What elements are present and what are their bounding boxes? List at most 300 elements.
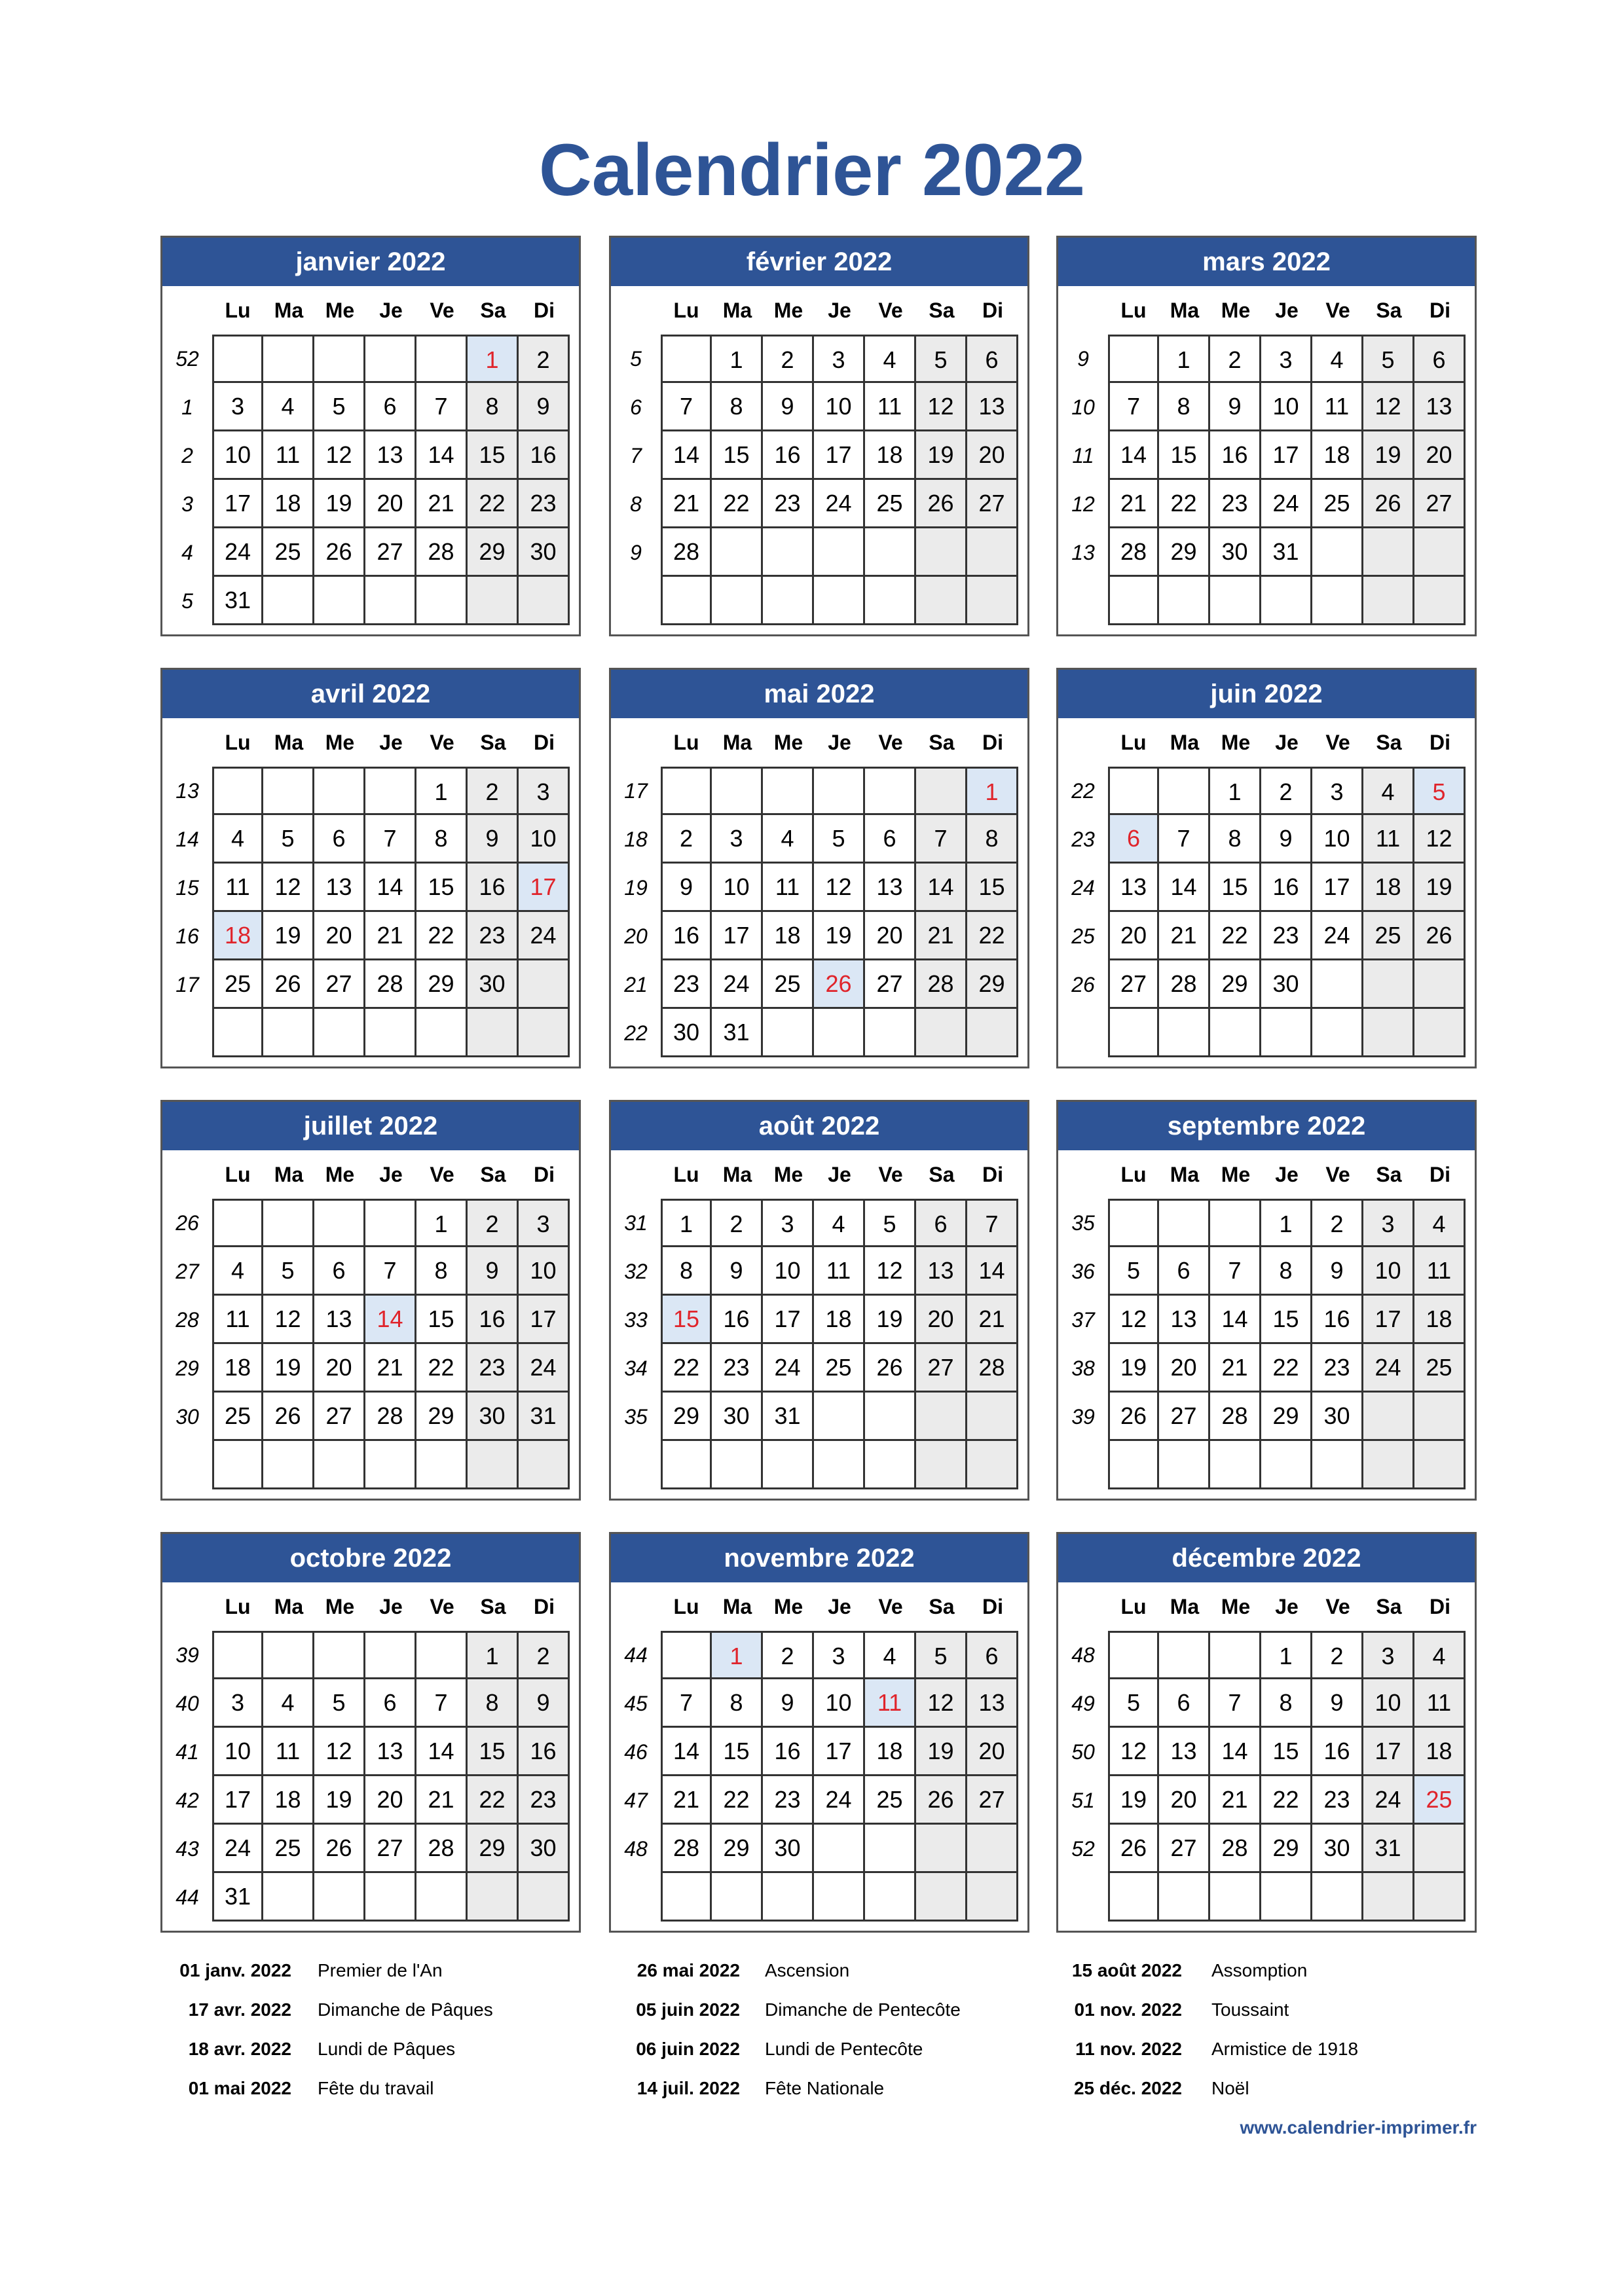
day-cell: 13	[967, 383, 1018, 431]
day-cell: 7	[916, 815, 967, 864]
weekday-label: Ma	[274, 731, 304, 754]
day-cell: 4	[212, 815, 263, 864]
day-cell: 22	[1261, 1344, 1312, 1393]
empty-day-cell	[468, 1873, 519, 1922]
day-cell: 11	[1414, 1679, 1466, 1728]
week-number: 9	[1077, 347, 1089, 371]
day-cell: 25	[263, 528, 314, 577]
day-cell: 11	[1312, 383, 1363, 431]
day-cell: 29	[1261, 1825, 1312, 1873]
day-cell: 10	[814, 1679, 865, 1728]
week-number	[611, 577, 661, 625]
week-number: 32	[624, 1260, 648, 1283]
day-cell: 25	[865, 1776, 916, 1825]
empty-day-cell	[865, 577, 916, 625]
empty-day-cell	[1210, 1631, 1261, 1679]
day-cell: 1	[967, 767, 1018, 815]
day-cell: 15	[468, 431, 519, 480]
day-cell: 7	[661, 383, 712, 431]
day-cell: 10	[1363, 1247, 1414, 1296]
day-cell: 23	[1261, 912, 1312, 960]
day-cell: 5	[916, 1631, 967, 1679]
day-cell: 2	[468, 767, 519, 815]
week-number: 38	[1071, 1357, 1095, 1380]
day-cell: 19	[263, 1344, 314, 1393]
empty-day-cell	[661, 335, 712, 383]
day-cell: 3	[1363, 1199, 1414, 1247]
week-number: 19	[624, 876, 648, 900]
weekday-label: Sa	[480, 1163, 506, 1186]
week-number: 29	[175, 1357, 199, 1380]
empty-day-cell	[365, 1631, 416, 1679]
day-cell: 13	[365, 431, 416, 480]
week-number: 7	[630, 444, 642, 467]
empty-day-cell	[1159, 1009, 1210, 1057]
weekday-label: Je	[379, 1595, 403, 1618]
day-cell: 21	[1210, 1344, 1261, 1393]
day-cell: 27	[967, 1776, 1018, 1825]
week-number	[611, 1441, 661, 1489]
empty-day-cell	[967, 1873, 1018, 1922]
month-title: décembre 2022	[1058, 1534, 1475, 1582]
day-cell: 9	[519, 1679, 570, 1728]
day-cell: 14	[1108, 431, 1159, 480]
month-title: juillet 2022	[162, 1102, 579, 1150]
day-cell: 19	[916, 431, 967, 480]
empty-day-cell	[1312, 1441, 1363, 1489]
empty-day-cell	[1108, 577, 1159, 625]
month-2	[1056, 236, 1477, 636]
day-cell: 1	[712, 335, 763, 383]
month-4	[609, 668, 1029, 1068]
day-cell: 18	[1414, 1728, 1466, 1776]
day-cell: 18	[865, 431, 916, 480]
weekday-label: Sa	[929, 1595, 955, 1618]
day-cell: 21	[416, 480, 468, 528]
day-cell: 26	[814, 960, 865, 1009]
day-cell: 19	[814, 912, 865, 960]
week-number: 31	[624, 1211, 648, 1235]
week-number: 50	[1071, 1740, 1095, 1764]
empty-day-cell	[916, 1393, 967, 1441]
empty-day-cell	[1108, 1009, 1159, 1057]
weekday-label: Je	[828, 1163, 851, 1186]
day-cell: 30	[661, 1009, 712, 1057]
day-cell: 27	[365, 1825, 416, 1873]
holiday-name: Lundi de Pentecôte	[765, 2039, 923, 2059]
week-number: 35	[624, 1405, 648, 1429]
day-cell: 17	[814, 1728, 865, 1776]
day-cell: 5	[1108, 1679, 1159, 1728]
day-cell: 18	[212, 912, 263, 960]
weekday-label: Ve	[1325, 1595, 1350, 1618]
holiday-name: Toussaint	[1211, 1999, 1289, 2020]
day-cell: 18	[263, 480, 314, 528]
day-cell: 19	[916, 1728, 967, 1776]
day-cell: 16	[763, 1728, 814, 1776]
day-cell: 12	[314, 1728, 365, 1776]
empty-day-cell	[1414, 960, 1466, 1009]
weekday-label: Di	[534, 1163, 555, 1186]
week-number: 17	[624, 779, 648, 803]
day-cell: 3	[814, 335, 865, 383]
weekday-label: Sa	[480, 299, 506, 322]
day-cell: 22	[416, 1344, 468, 1393]
week-number: 33	[624, 1308, 648, 1332]
weekday-label: Sa	[480, 1595, 506, 1618]
day-cell: 22	[712, 1776, 763, 1825]
empty-day-cell	[519, 1873, 570, 1922]
empty-day-cell	[212, 1009, 263, 1057]
day-cell: 22	[712, 480, 763, 528]
day-cell: 12	[814, 864, 865, 912]
empty-day-cell	[1159, 1199, 1210, 1247]
day-cell: 6	[967, 1631, 1018, 1679]
empty-day-cell	[1108, 767, 1159, 815]
weekday-label: Me	[1221, 731, 1251, 754]
day-cell: 24	[1363, 1776, 1414, 1825]
day-cell: 14	[416, 431, 468, 480]
week-number: 39	[1071, 1405, 1095, 1429]
weekday-label: Lu	[1120, 299, 1147, 322]
week-number: 20	[624, 924, 648, 948]
day-cell: 4	[1363, 767, 1414, 815]
empty-day-cell	[814, 577, 865, 625]
day-cell: 8	[967, 815, 1018, 864]
day-cell: 2	[519, 1631, 570, 1679]
day-cell: 28	[1159, 960, 1210, 1009]
week-number: 30	[175, 1405, 199, 1429]
empty-day-cell	[365, 767, 416, 815]
day-cell: 24	[763, 1344, 814, 1393]
day-cell: 1	[1261, 1631, 1312, 1679]
day-cell: 11	[865, 1679, 916, 1728]
day-cell: 1	[416, 1199, 468, 1247]
empty-day-cell	[1312, 577, 1363, 625]
day-cell: 14	[1210, 1728, 1261, 1776]
empty-day-cell	[712, 577, 763, 625]
empty-day-cell	[1261, 1873, 1312, 1922]
day-cell: 5	[314, 383, 365, 431]
weekday-label: Ve	[1325, 1163, 1350, 1186]
day-cell: 12	[314, 431, 365, 480]
weekday-label: Me	[773, 731, 803, 754]
day-cell: 19	[1414, 864, 1466, 912]
week-number: 43	[175, 1837, 199, 1861]
week-number	[1058, 1009, 1108, 1057]
day-cell: 3	[763, 1199, 814, 1247]
day-cell: 9	[1312, 1679, 1363, 1728]
day-cell: 17	[519, 864, 570, 912]
day-cell: 24	[814, 480, 865, 528]
empty-day-cell	[712, 1873, 763, 1922]
day-cell: 5	[916, 335, 967, 383]
day-cell: 4	[814, 1199, 865, 1247]
day-cell: 29	[1159, 528, 1210, 577]
day-cell: 30	[1210, 528, 1261, 577]
empty-day-cell	[661, 1631, 712, 1679]
weekday-label: Me	[1221, 1595, 1251, 1618]
day-cell: 3	[814, 1631, 865, 1679]
week-number: 8	[630, 492, 642, 516]
empty-day-cell	[814, 1873, 865, 1922]
week-number: 14	[175, 828, 199, 851]
empty-day-cell	[1210, 1873, 1261, 1922]
holiday-name: Fête du travail	[318, 2078, 434, 2098]
month-title: août 2022	[611, 1102, 1027, 1150]
day-cell: 17	[763, 1296, 814, 1344]
day-cell: 30	[1312, 1825, 1363, 1873]
day-cell: 1	[1210, 767, 1261, 815]
empty-day-cell	[468, 1441, 519, 1489]
weekday-label: Me	[325, 1163, 355, 1186]
weekday-label: Di	[982, 1163, 1003, 1186]
day-cell: 22	[967, 912, 1018, 960]
weekday-label: Sa	[929, 731, 955, 754]
week-number: 13	[175, 779, 199, 803]
week-number: 40	[175, 1692, 199, 1715]
day-cell: 15	[1159, 431, 1210, 480]
day-cell: 30	[519, 1825, 570, 1873]
empty-day-cell	[365, 335, 416, 383]
weekday-label: Lu	[1120, 1595, 1147, 1618]
day-cell: 31	[1363, 1825, 1414, 1873]
empty-day-cell	[1210, 1009, 1261, 1057]
day-cell: 20	[365, 1776, 416, 1825]
day-cell: 8	[468, 383, 519, 431]
day-cell: 13	[314, 1296, 365, 1344]
day-cell: 8	[712, 1679, 763, 1728]
week-number: 26	[175, 1211, 199, 1235]
day-cell: 25	[1414, 1344, 1466, 1393]
empty-day-cell	[661, 1441, 712, 1489]
day-cell: 16	[1312, 1728, 1363, 1776]
day-cell: 14	[661, 431, 712, 480]
day-cell: 9	[763, 383, 814, 431]
holiday-date: 26 mai 2022	[637, 1960, 740, 1980]
day-cell: 30	[1312, 1393, 1363, 1441]
weekday-label: Lu	[225, 299, 251, 322]
empty-day-cell	[967, 1393, 1018, 1441]
month-title: mars 2022	[1058, 238, 1475, 286]
day-cell: 25	[212, 960, 263, 1009]
day-cell: 26	[263, 960, 314, 1009]
day-cell: 28	[416, 528, 468, 577]
weekday-label: Lu	[1120, 731, 1147, 754]
month-7	[609, 1100, 1029, 1501]
weekday-label: Sa	[929, 299, 955, 322]
day-cell: 11	[263, 431, 314, 480]
week-number: 39	[175, 1643, 199, 1667]
empty-day-cell	[1414, 577, 1466, 625]
day-cell: 25	[763, 960, 814, 1009]
day-cell: 23	[468, 912, 519, 960]
day-cell: 10	[1363, 1679, 1414, 1728]
day-cell: 25	[1312, 480, 1363, 528]
holiday-date: 01 janv. 2022	[179, 1960, 291, 1980]
empty-day-cell	[1414, 1825, 1466, 1873]
empty-day-cell	[416, 1631, 468, 1679]
weekday-label: Ve	[878, 731, 903, 754]
day-cell: 10	[712, 864, 763, 912]
empty-day-cell	[967, 1441, 1018, 1489]
empty-day-cell	[416, 577, 468, 625]
weekday-label: Me	[325, 731, 355, 754]
day-cell: 20	[1159, 1344, 1210, 1393]
empty-day-cell	[916, 1441, 967, 1489]
day-cell: 24	[519, 1344, 570, 1393]
day-cell: 16	[468, 1296, 519, 1344]
day-cell: 17	[519, 1296, 570, 1344]
day-cell: 15	[661, 1296, 712, 1344]
day-cell: 23	[712, 1344, 763, 1393]
day-cell: 6	[865, 815, 916, 864]
day-cell: 20	[865, 912, 916, 960]
holiday-name: Fête Nationale	[765, 2078, 885, 2098]
week-number: 22	[1071, 779, 1095, 803]
empty-day-cell	[1414, 528, 1466, 577]
day-cell: 28	[916, 960, 967, 1009]
holiday-date: 14 juil. 2022	[637, 2078, 740, 2098]
week-number: 11	[1072, 444, 1094, 467]
day-cell: 14	[365, 1296, 416, 1344]
day-cell: 2	[712, 1199, 763, 1247]
day-cell: 20	[1414, 431, 1466, 480]
day-cell: 4	[212, 1247, 263, 1296]
day-cell: 30	[519, 528, 570, 577]
day-cell: 24	[712, 960, 763, 1009]
week-number: 24	[1071, 876, 1095, 900]
weekday-label: Me	[325, 1595, 355, 1618]
day-cell: 1	[1159, 335, 1210, 383]
day-cell: 21	[661, 480, 712, 528]
day-cell: 26	[916, 1776, 967, 1825]
empty-day-cell	[1108, 1873, 1159, 1922]
day-cell: 28	[661, 528, 712, 577]
day-cell: 11	[212, 864, 263, 912]
day-cell: 6	[314, 815, 365, 864]
empty-day-cell	[865, 1393, 916, 1441]
weekday-label: Sa	[1376, 731, 1402, 754]
empty-day-cell	[1108, 1441, 1159, 1489]
day-cell: 29	[661, 1393, 712, 1441]
day-cell: 26	[1108, 1393, 1159, 1441]
empty-day-cell	[1414, 1393, 1466, 1441]
day-cell: 23	[1210, 480, 1261, 528]
day-cell: 29	[967, 960, 1018, 1009]
empty-day-cell	[1159, 577, 1210, 625]
weekday-label: Ve	[430, 731, 454, 754]
day-cell: 30	[763, 1825, 814, 1873]
empty-day-cell	[814, 1441, 865, 1489]
week-number: 26	[1071, 973, 1095, 996]
day-cell: 27	[365, 528, 416, 577]
day-cell: 6	[1159, 1679, 1210, 1728]
holiday-date: 25 déc. 2022	[1073, 2078, 1182, 2098]
day-cell: 7	[1210, 1247, 1261, 1296]
day-cell: 2	[1312, 1199, 1363, 1247]
empty-day-cell	[314, 335, 365, 383]
weekday-label: Di	[982, 1595, 1003, 1618]
day-cell: 16	[1261, 864, 1312, 912]
empty-day-cell	[763, 528, 814, 577]
empty-day-cell	[314, 1009, 365, 1057]
day-cell: 1	[1261, 1199, 1312, 1247]
week-number: 18	[624, 828, 648, 851]
empty-day-cell	[1210, 1441, 1261, 1489]
day-cell: 21	[1108, 480, 1159, 528]
week-number: 28	[175, 1308, 199, 1332]
day-cell: 15	[1261, 1296, 1312, 1344]
day-cell: 17	[1363, 1296, 1414, 1344]
weekday-label: Di	[1430, 1595, 1450, 1618]
day-cell: 8	[468, 1679, 519, 1728]
weekday-label: Di	[982, 299, 1003, 322]
day-cell: 13	[1159, 1296, 1210, 1344]
day-cell: 24	[1363, 1344, 1414, 1393]
empty-day-cell	[263, 1199, 314, 1247]
day-cell: 11	[263, 1728, 314, 1776]
day-cell: 18	[865, 1728, 916, 1776]
holiday-date: 06 juin 2022	[636, 2039, 740, 2059]
day-cell: 3	[212, 383, 263, 431]
day-cell: 6	[365, 383, 416, 431]
weekday-label: Lu	[225, 1595, 251, 1618]
weekday-label: Sa	[929, 1163, 955, 1186]
weekday-label: Lu	[673, 731, 699, 754]
day-cell: 27	[916, 1344, 967, 1393]
empty-day-cell	[712, 767, 763, 815]
month-title: octobre 2022	[162, 1534, 579, 1582]
empty-day-cell	[263, 577, 314, 625]
weekday-label: Ve	[878, 1595, 903, 1618]
day-cell: 13	[365, 1728, 416, 1776]
empty-day-cell	[865, 1825, 916, 1873]
empty-day-cell	[712, 528, 763, 577]
week-number: 34	[624, 1357, 648, 1380]
month-title: février 2022	[611, 238, 1027, 286]
day-cell: 28	[1210, 1825, 1261, 1873]
day-cell: 22	[468, 1776, 519, 1825]
day-cell: 14	[365, 864, 416, 912]
day-cell: 1	[468, 335, 519, 383]
day-cell: 20	[1159, 1776, 1210, 1825]
website-link[interactable]: www.calendrier-imprimer.fr	[1240, 2117, 1477, 2138]
empty-day-cell	[865, 528, 916, 577]
empty-day-cell	[416, 1873, 468, 1922]
day-cell: 2	[1210, 335, 1261, 383]
day-cell: 29	[712, 1825, 763, 1873]
day-cell: 27	[314, 960, 365, 1009]
month-title: septembre 2022	[1058, 1102, 1475, 1150]
empty-day-cell	[519, 1009, 570, 1057]
day-cell: 23	[1312, 1776, 1363, 1825]
weekday-label: Lu	[673, 1595, 699, 1618]
day-cell: 14	[1210, 1296, 1261, 1344]
holiday-name: Ascension	[765, 1960, 850, 1980]
day-cell: 22	[1261, 1776, 1312, 1825]
holiday-date: 15 août 2022	[1071, 1960, 1182, 1980]
day-cell: 20	[967, 431, 1018, 480]
empty-day-cell	[1363, 577, 1414, 625]
day-cell: 9	[763, 1679, 814, 1728]
day-cell: 21	[1210, 1776, 1261, 1825]
empty-day-cell	[1312, 1873, 1363, 1922]
day-cell: 2	[763, 335, 814, 383]
day-cell: 26	[916, 480, 967, 528]
day-cell: 20	[916, 1296, 967, 1344]
day-cell: 14	[916, 864, 967, 912]
